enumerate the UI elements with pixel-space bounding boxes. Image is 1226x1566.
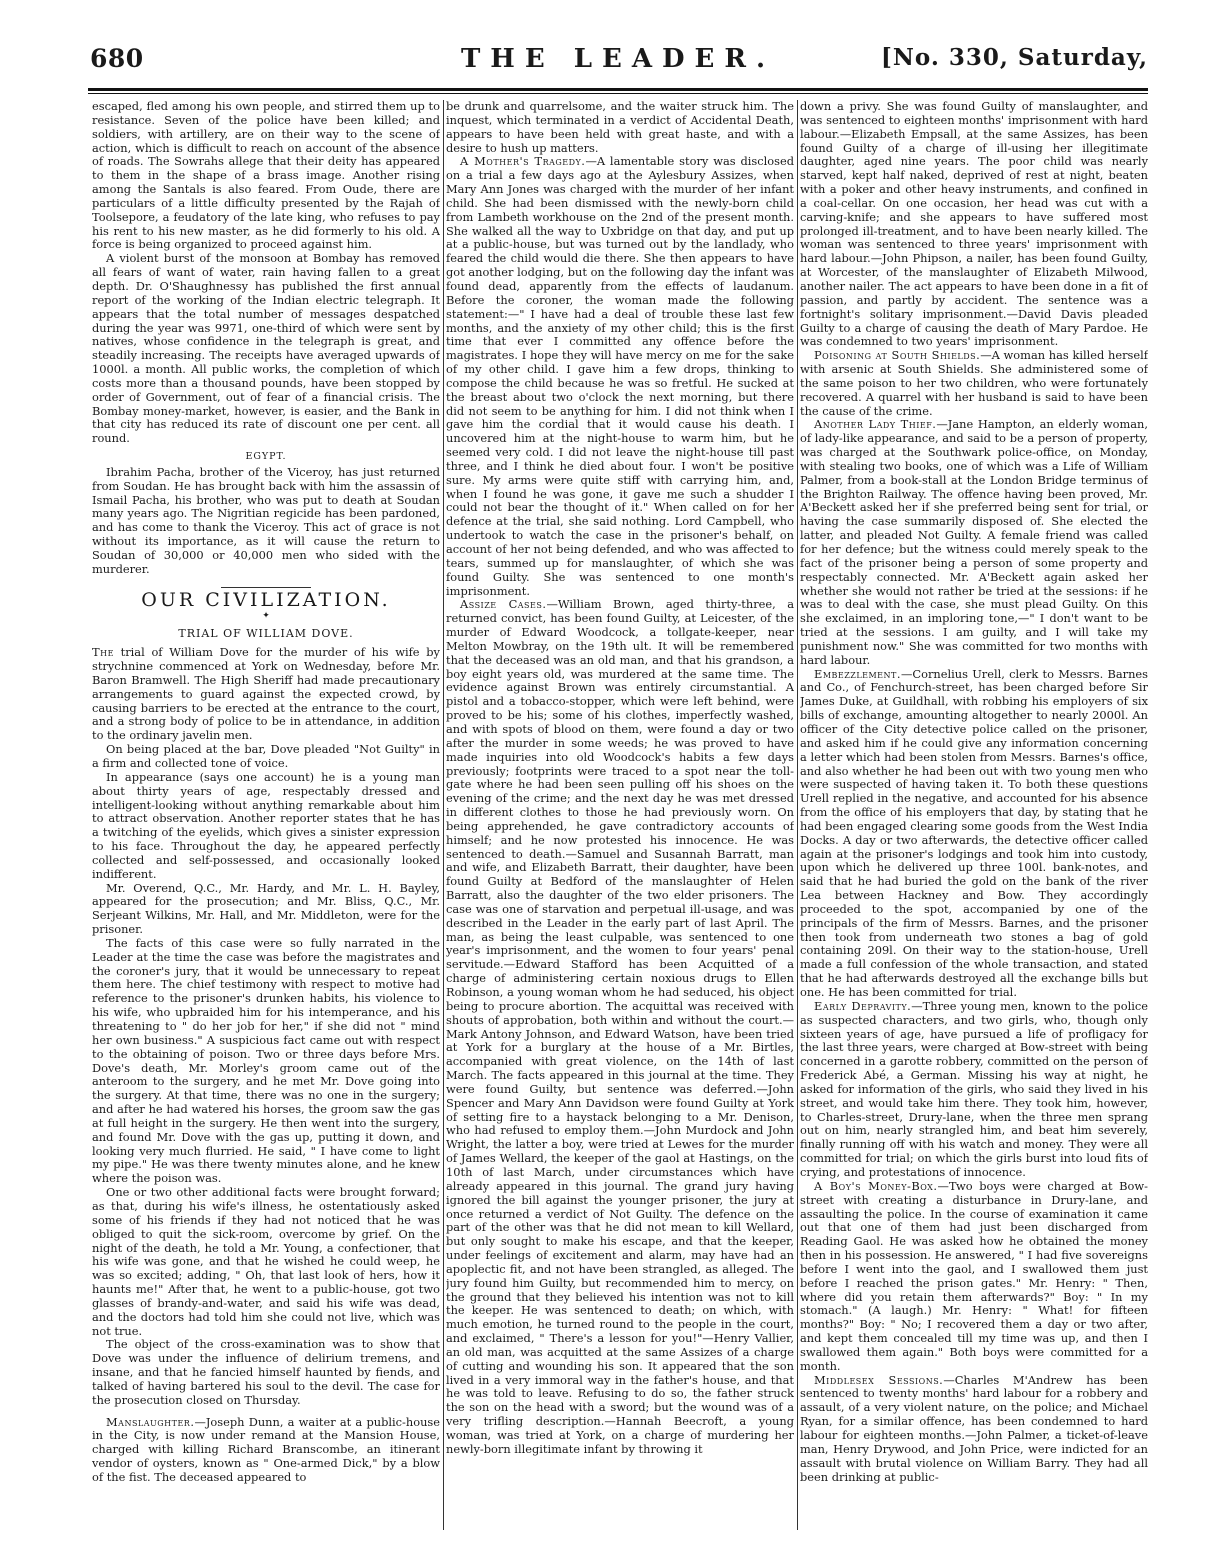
- paragraph-text: —A woman has killed herself with arsenic at South Shields. She administered some of the same poison to her two children, who were fortunately recovered. A quarrel with her husband is said to have been the cause of the crime.: [800, 348, 1148, 418]
- paragraph-lead: Poisoning at South Shields.: [814, 348, 981, 363]
- paragraph: The facts of this case were so fully narrated in the Leader at the time the case was before the magistrates and the coroner's jury, that it would be unnecessary to repeat them here. The chief testimony with respect to motive had reference to the prisoner's drunken habits, his violence to his wife, who upbraided him for his intemperance, and his threatening to " do her job for her," if she did not " mind her own business." A suspicious fact came out with respect to the obtaining of poison. Two or three days before Mrs. Dove's death, Mr. Morley's groom came out of the anteroom to the surgery, and he met Mr. Dove going into the surgery. At that time, there was no one in the surgery; and after he had watered his horses, the groom saw the gas at full height in the surgery. He then went into the surgery, and found Mr. Dove with the gas up, putting it down, and looking very much flurried. He said, " I have come to light my pipe." He was there twenty minutes alone, and he knew where the poison was.: [92, 935, 440, 1186]
- column-divider: [797, 100, 798, 1530]
- column-2: [446, 100, 794, 1530]
- paragraph-text: —William Brown, aged thirty-three, a returned convict, has been found Guilty, at Leicester, of the murder of Edward Woodcock, a tollgate-keeper, near Melton Mowbray, on the 19th ult. It will be remembered that the deceased was an old man, and that his grandson, a boy eight years old, was murdered at the same time. The evidence against Brown was entirely circumstantial. A pistol and a tobacco-stopper, which were left behind, were proved to be his; some of his clothes, imperfectly washed, and with spots of blood on them, were found a day or two after the murder in some weeds; he was proved to have made inquiries into old Woodcock's habits a few days previously; footprints were traced to a spot near the toll-gate where he had been seen pulling off his shoes on the evening of the crime; and the next day he was met dressed in different clothes to those he had previously worn. On being apprehended, he gave contradictory accounts of himself; and he now protested his innocence. He was sentenced to death.—Samuel and Susannah Barratt, man and wife, and Elizabeth Barratt, their daughter, have been found Guilty at Bedford of the manslaughter of Helen Barratt, also the daughter of the two elder prisoners. The case was one of starvation and perpetual ill-usage, and was described in the Leader in the early part of last April. The man, as being the least culpable, was sentenced to one year's imprisonment, and the women to four years' penal servitude.—Edward Stafford has been Acquitted of a charge of administering certain noxious drugs to Ellen Robinson, a young woman whom he had seduced, his object being to procure abortion. The acquittal was received with shouts of approbation, both within and without the court.—Mark Antony Johnson, and Edward Watson, have been tried at York for a burglary at the house of a Mr. Birtles, accompanied with great violence, on the 14th of last March. The facts appeared in this journal at the time. They were found Guilty, but sentence was deferred.—John Spencer and Mary Ann Davidson were found Guilty at York of setting fire to a haystack belonging to a Mr. Denison, who had refused to employ them.—John Murdock and John Wright, the latter a boy, were tried at Lewes for the murder of James Wellard, the keeper of the gaol at Hastings, on the 10th of last March, under circumstances which have already appeared in this journal. The grand jury having ignored the bill against the younger prisoner, the jury at once returned a verdict of Not Guilty. The defence on the part of the other was that he did not mean to kill Wellard, but only sought to make his escape, and that the keeper, under feelings of excitement and alarm, may have had an apoplectic fit, and not have been strangled, as alleged. The jury found him Guilty, but recommended him to mercy, on the ground that they believed his intention was not to kill the keeper. He was sentenced to death; on which, with much emotion, he turned round to the people in the court, and exclaimed, " There's a lesson for you!"—Henry Vallier, an old man, was acquitted at the same Assizes of a charge of cutting and wounding his son. It appeared that the son lived in a very immoral way in the father's house, and that he was told to leave. Refusing to do so, the father struck the son on the head with a sword; but the wound was of a very trifling description.—Hannah Beecroft, a young woman, was tried at York, on a charge of murdering her newly-born illegitimate infant by throwing it: [446, 597, 794, 1456]
- paragraph: The object of the cross-examination was to show that Dove was under the influence of delirium tremens, and insane, and that he fancied himself haunted by fiends, and talked of having bartered his soul to the devil. The case for the prosecution closed on Thursday.: [92, 1337, 440, 1407]
- page-number: 680: [90, 44, 144, 73]
- paragraph: One or two other additional facts were brought forward; as that, during his wife's illness, he ostentatiously asked some of his friends if they had not noticed that he was obliged to quit the sick-room, overcome by grief. On the night of the death, he told a Mr. Young, a confectioner, that his wife was gone, and that he wished he could weep, he was so excited; adding, " Oh, that last look of hers, how it haunts me!" After that, he went to a public-house, got two glasses of brandy-and-water, and said his wife was dead, and the doctors had told him she could not live, which was not true.: [92, 1185, 440, 1338]
- header-rule-thin: [88, 93, 1148, 94]
- paragraph-lead: Middlesex Sessions.: [814, 1372, 944, 1387]
- issue-info: [No. 330, Saturday,: [880, 44, 1148, 71]
- paragraph-lead: Early Depravity.: [814, 998, 912, 1013]
- paragraph: [92, 1416, 440, 1485]
- paragraph-lead: A Mother's Tragedy.: [460, 154, 586, 169]
- paragraph-text: —Charles M'Andrew has been sentenced to twenty months' hard labour for a robbery and assault, of a very violent nature, on the police; and Michael Ryan, for a similar offence, has been condemned to hard labour for eighteen months.—John Palmer, a ticket-of-leave man, Henry Drywood, and John Price, were indicted for an assault with brutal violence on William Barry. They had all been drinking at public-: [800, 1372, 1148, 1484]
- paragraph: [800, 668, 1148, 1000]
- paragraph: escaped, fled among his own people, and stirred them up to resistance. Seven of the police have been killed; and soldiers, with artillery, are on their way to the scene of action, which is difficult to reach on account of the absence of roads. The Sowrahs allege that their deity has appeared to them in the shape of a brass image. Another rising among the Santals is also feared. From Oude, there are particulars of a little difficulty presented by the Rajah of Toolsepore, a feudatory of the late king, who refuses to pay his rent to his new master, as he did formerly to his old. A force is being organized to proceed against him.: [92, 100, 440, 252]
- paragraph: On being placed at the bar, Dove pleaded "Not Guilty" in a firm and collected tone of voice.: [92, 742, 440, 770]
- paragraph-text: —Joseph Dunn, a waiter at a public-house in the City, is now under remand at the Mansion House, charged with killing Richard Branscombe, an itinerant vendor of oysters, known as " One-armed Dick," by a blow of the fist. The deceased appeared to: [92, 1414, 440, 1484]
- paragraph-lead: Another Lady Thief.: [814, 417, 937, 432]
- column-1: [92, 100, 440, 1530]
- paragraph: Mr. Overend, Q.C., Mr. Hardy, and Mr. L. H. Bayley, appeared for the prosecution; and Mr. Bliss, Q.C., Mr. Serjeant Wilkins, Mr. Hall, and Mr. Middleton, were for the prisoner.: [92, 880, 440, 937]
- paragraph-lead: Manslaughter.: [106, 1414, 195, 1429]
- paragraph: [446, 155, 794, 598]
- trial-heading: TRIAL OF WILLIAM DOVE.: [178, 627, 354, 641]
- paragraph-text: —Jane Hampton, an elderly woman, of lady-like appearance, and said to be a person of property, was charged at the Southwark police-office, on Monday, with stealing two books, one of which was a Life of William Palmer, from a book-stall at the London Bridge terminus of the Brighton Railway. The offence having been proved, Mr. A'Beckett asked her if she preferred being sent for trial, or having the case summarily disposed of. She elected the latter, and pleaded Not Guilty. A female friend was called for her defence; but the witness could merely speak to the fact of the prisoner being a person of some property and respectably connected. Mr. A'Beckett again asked her whether she would not rather be tried at the sessions: if he was to deal with the case, she must plead Guilty. On this she exclaimed, in an imploring tone,—" I don't want to be tried at the sessions. I am guilty, and I will take my punishment now." She was committed for two months with hard labour.: [800, 417, 1148, 667]
- paragraph-lead: Embezzlement.: [814, 666, 901, 681]
- ornament-icon: ✦: [262, 610, 270, 621]
- paragraph: [800, 1180, 1148, 1374]
- column-divider: [443, 100, 444, 1530]
- section-title: OUR CIVILIZATION.: [141, 588, 391, 611]
- paragraph-lead: The: [92, 645, 114, 660]
- paragraph: [800, 349, 1148, 418]
- paragraph-lead: Assize Cases.: [460, 597, 547, 612]
- section-rule: [221, 587, 311, 588]
- header-rule: [88, 88, 1148, 91]
- paragraph-text: —Two boys were charged at Bow-street with creating a disturbance in Drury-lane, and assaulting the police. In the course of examination it came out that one of them had just been discharged from Reading Gaol. He was asked how he obtained the money then in his possession. He answered, " I had five sovereigns before I went into the gaol, and I swallowed them just before I reached the prison gates." Mr. Henry: " Then, where did you retain them afterwards?" Boy: " In my stomach." (A laugh.) Mr. Henry: " What! for fifteen months?" Boy: " No; I recovered them a day or two after, and kept them concealed till my time was up, and then I swallowed them again." Both boys were committed for a month.: [800, 1178, 1148, 1373]
- paragraph: A violent burst of the monsoon at Bombay has removed all fears of want of water, rain having fallen to a great depth. Dr. O'Shaughnessy has published the first annual report of the working of the Indian electric telegraph. It appears that the total number of messages despatched during the year was 9971, one-third of which were sent by natives, whose confidence in the telegraph is great, and steadily increasing. The receipts have averaged upwards of 1000l. a month. All public works, the completion of which costs more than a thousand pounds, have been stopped by order of Government, out of fear of a financial crisis. The Bombay money-market, however, is easier, and the Bank in that city has reduced its rate of discount one per cent. all round.: [92, 251, 440, 446]
- paragraph-text: —Cornelius Urell, clerk to Messrs. Barnes and Co., of Fenchurch-street, has been charged before Sir James Duke, at Guildhall, with robbing his employers of six bills of exchange, amounting altogether to nearly 2000l. An officer of the City detective police called on the prisoner, and asked him if he could give any information concerning a letter which had been stolen from Messrs. Barnes's office, and also whether he had been out with two young men who were suspected of having taken it. To both these questions Urell replied in the negative, and accounted for his absence from the office of his employers that day, by stating that he had been engaged clearing some goods from the West India Docks. A day or two afterwards, the detective officer called again at the prisoner's lodgings and took him into custody, upon which he delivered up three 100l. bank-notes, and said that he had buried the gold on the bank of the river Lea between Hackney and Bow. They accordingly proceeded to the spot, accompanied by one of the principals of the firm of Messrs. Barnes, and the prisoner then took from underneath two stones a bag of gold containing 209l. On their way to the station-house, Urell made a full confession of the whole transaction, and stated that he had afterwards destroyed all the exchange bills but one. He has been committed for trial.: [800, 666, 1148, 999]
- paragraph: [800, 1374, 1148, 1485]
- egypt-heading: EGYPT.: [245, 451, 287, 463]
- paragraph: be drunk and quarrelsome, and the waiter struck him. The inquest, which terminated in a verdict of Accidental Death, appears to have been held with great haste, and with a desire to hush up matters.: [446, 100, 794, 155]
- column-3: [800, 100, 1148, 1530]
- paragraph: [800, 1000, 1148, 1180]
- paragraph: down a privy. She was found Guilty of manslaughter, and was sentenced to eighteen months' imprisonment with hard labour.—Elizabeth Empsall, at the same Assizes, has been found Guilty of a charge of ill-using her illegitimate daughter, aged nine years. The poor child was nearly starved, kept half naked, deprived of rest at night, beaten with a poker and other heavy instruments, and confined in a coal-cellar. On one occasion, her head was cut with a carving-knife; and she appears to have suffered most prolonged ill-treatment, and to have been nearly killed. The woman was sentenced to three years' imprisonment with hard labour.—John Phipson, a nailer, has been found Guilty, at Worcester, of the manslaughter of Elizabeth Milwood, another nailer. The act appears to have been done in a fit of passion, and partly by accident. The sentence was a fortnight's solitary imprisonment.—David Davis pleaded Guilty to a charge of causing the death of Mary Pardoe. He was condemned to two years' imprisonment.: [800, 100, 1148, 349]
- paragraph: [446, 598, 794, 1456]
- paragraph-text: trial of William Dove for the murder of his wife by strychnine commenced at York on Wednesday, before Mr. Baron Bramwell. The High Sheriff had made precautionary arrangements to guard against the expected crowd, by causing barriers to be erected at the entrance to the court, and a strong body of police to be in attendance, in addition to the ordinary javelin men.: [92, 645, 440, 743]
- paragraph-lead: A Boy's Money-Box.: [814, 1178, 938, 1193]
- page-header: [88, 44, 1148, 84]
- paragraph-text: —Three young men, known to the police as suspected characters, and two girls, who, though only sixteen years of age, have pursued a life of profligacy for the last three years, were charged at Bow-street with being concerned in a garotte robbery, committed on the person of Frederick Abé, a German. Missing his way at night, he asked for information of the girls, who said they lived in his street, and would take him there. They took him, however, to Charles-street, Drury-lane, when the three men sprang out on him, nearly strangled him, and beat him severely, finally running off with his watch and money. They were all committed for trial; on which the girls burst into loud fits of crying, and protestations of innocence.: [800, 998, 1148, 1179]
- paragraph: In appearance (says one account) he is a young man about thirty years of age, respectably dressed and intelligent-looking without anything remarkable about him to attract observation. Another reporter states that he has a twitching of the eyelids, which gives a sinister expression to his face. Throughout the day, he appeared perfectly collected and self-possessed, and occasionally looked indifferent.: [92, 769, 440, 881]
- paragraph: [800, 418, 1148, 667]
- paragraph-text: —A lamentable story was disclosed on a trial a few days ago at the Aylesbury Assizes, when Mary Ann Jones was charged with the murder of her infant child. She had been dismissed with the newly-born child from Lambeth workhouse on the 2nd of the present month. She walked all the way to Uxbridge on that day, and put up at a public-house, but was turned out by the landlady, who feared the child would die there. She then appears to have got another lodging, but on the following day the infant was found dead, apparently from the effects of laudanum. Before the coroner, the woman made the following statement:—" I have had a deal of trouble these last few months, and the anxiety of my other child; this is the first time that ever I committed any offence before the magistrates. I hope they will have mercy on me for the sake of my other child. I gave him a few drops, thinking to compose the child because he was so fretful. He sucked at the breast about two o'clock the next morning, but there did not seem to be anything for him. I did not think when I gave him the cordial that it would cause his death. I uncovered him at the night-house to warm him, but he seemed very cold. I did not leave the night-house till past three, and I think he died about four. I won't be positive sure. My arms were quite stiff with carrying him, and, when I found he was gone, it gave me such a shudder I could not bear the thought of it." When called on for her defence at the trial, she said nothing. Lord Campbell, who undertook to watch the case in the prisoner's behalf, on account of her not being defended, and who was affected to tears, summed up for manslaughter, of which she was found Guilty. She was sentenced to one month's imprisonment.: [446, 154, 794, 598]
- paragraph: [92, 646, 440, 743]
- paper-title: THE LEADER.: [460, 44, 776, 74]
- paragraph: Ibrahim Pacha, brother of the Viceroy, has just returned from Soudan. He has brought back with him the assassin of Ismail Pacha, his brother, who was put to death at Soudan many years ago. The Nigritian regicide has been pardoned, and has come to thank the Viceroy. This act of grace is not without its importance, as it will cause the return to Soudan of 30,000 or 40,000 men who sided with the murderer.: [92, 464, 440, 576]
